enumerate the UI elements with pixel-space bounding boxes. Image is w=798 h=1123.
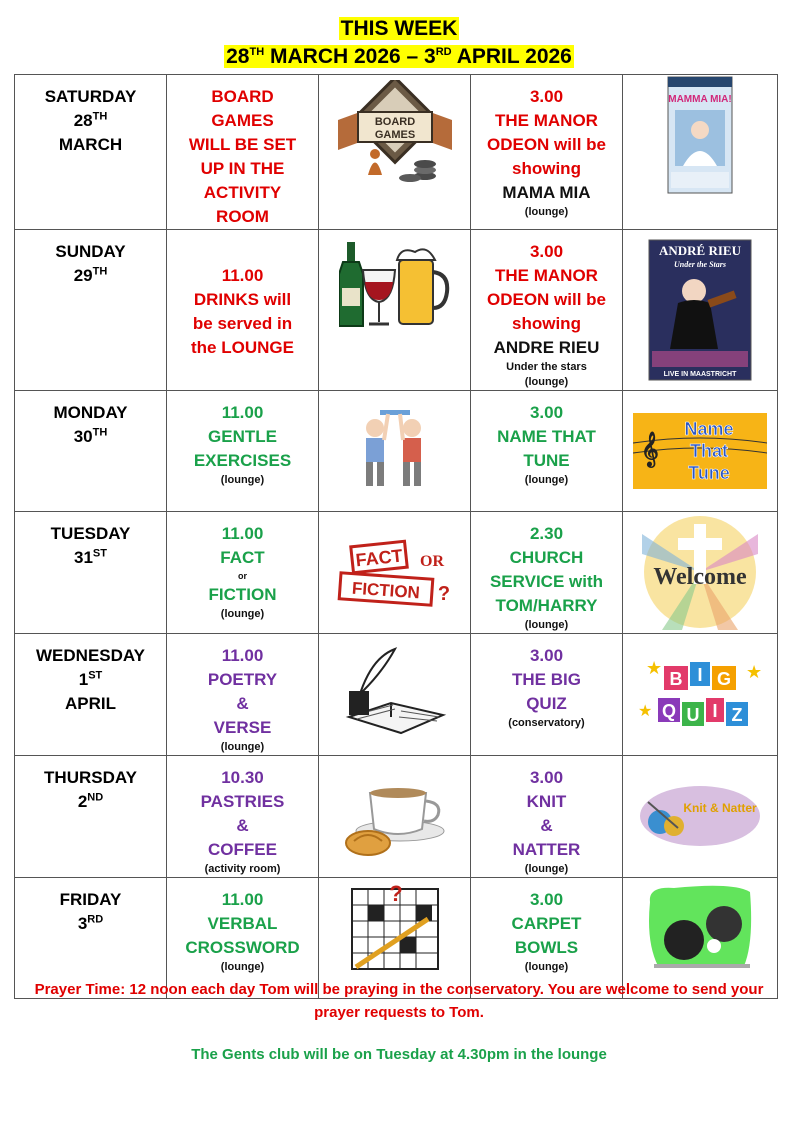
svg-text:GAMES: GAMES [374,129,415,141]
day-label: SATURDAY 28TH MARCH [44,87,137,154]
page-title: THIS WEEK [340,17,458,40]
svg-text:B: B [669,669,683,689]
svg-text:ANDRÉ RIEU: ANDRÉ RIEU [659,243,741,258]
morning-activity: 11.00 GENTLE EXERCISES (lounge) [193,403,292,486]
date-range: 28TH MARCH 2026 – 3RD APRIL 2026 [226,45,572,68]
svg-text:G: G [716,669,732,689]
svg-text:BOARD: BOARD [374,116,415,128]
afternoon-activity: 3.00 NAME THAT TUNE (lounge) [497,403,596,486]
bowls-icon [623,878,777,974]
morning-activity: 10.30 PASTRIES & COFFEE (activity room) [200,768,285,875]
morning-activity: 11.00 FACT or FICTION (lounge) [208,524,277,620]
svg-text:That: That [690,441,728,461]
schedule-table [14,74,778,999]
morning-activity: 11.00 DRINKS will be served in the LOUNGE [191,266,294,357]
svg-text:FACT: FACT [354,545,404,571]
svg-text:Q: Q [661,701,677,721]
table-row [15,756,778,878]
board-games-icon [319,75,470,195]
svg-text:Name: Name [684,419,734,439]
coffee-pastry-icon [319,756,470,876]
andre-rieu-dvd-icon [623,230,777,390]
svg-text:?: ? [388,881,403,906]
day-label: TUESDAY 31ST [50,524,131,567]
gents-club-note: The Gents club will be on Tuesday at 4.30pm in the lounge [191,1046,607,1063]
svg-text:FICTION: FICTION [350,578,420,603]
svg-text:𝄞: 𝄞 [641,432,659,467]
knit-natter-icon [623,756,777,876]
afternoon-activity: 2.30 CHURCH SERVICE with TOM/HARRY (lounge) [489,524,604,631]
svg-text:?: ? [437,583,450,605]
fact-or-fiction-icon [319,512,470,632]
mamma-mia-dvd-icon [623,75,777,195]
table-row [15,230,778,391]
svg-text:I: I [712,701,718,721]
day-label: THURSDAY 2ND [44,768,137,811]
svg-text:OR: OR [419,553,444,570]
table-row [15,512,778,634]
quill-book-icon [319,634,470,754]
afternoon-activity: 3.00 THE BIG QUIZ (conservatory) [508,646,585,729]
morning-activity: BOARD GAMES WILL BE SET UP IN THE ACTIVITY ROOM [188,87,297,226]
morning-activity: 11.00 VERBAL CROSSWORD (lounge) [185,890,300,973]
prayer-note: Prayer Time: 12 noon each day Tom will be praying in the conservatory. You are welcome to send your prayer requests to Tom. [34,981,764,1021]
drinks-icon [319,230,470,390]
crossword-icon [319,878,470,974]
morning-activity: 11.00 POETRY & VERSE (lounge) [207,646,278,753]
table-row [15,634,778,756]
svg-text:★: ★ [638,701,653,720]
svg-text:I: I [697,665,703,685]
exercise-icon [319,391,470,511]
svg-text:★: ★ [746,662,763,683]
day-label: SUNDAY 29TH [55,242,126,285]
afternoon-activity: 3.00 THE MANOR ODEON will be showing MAMA MIA (lounge) [486,87,607,218]
svg-text:MAMMA MIA!: MAMMA MIA! [668,94,732,105]
day-label: WEDNESDAY 1ST APRIL [36,646,145,713]
day-label: MONDAY 30TH [53,403,128,446]
svg-text:Welcome: Welcome [653,564,747,590]
svg-text:U: U [686,705,700,725]
table-row [15,75,778,230]
svg-text:Tune: Tune [688,463,730,483]
table-row [15,391,778,512]
welcome-cross-icon [623,512,777,632]
big-quiz-icon [623,634,777,754]
svg-text:Knit & Natter: Knit & Natter [683,801,757,815]
name-that-tune-icon [623,391,777,511]
svg-text:LIVE IN MAASTRICHT: LIVE IN MAASTRICHT [663,371,737,378]
afternoon-activity: 3.00 CARPET BOWLS (lounge) [511,890,582,973]
day-label: FRIDAY 3RD [59,890,122,933]
afternoon-activity: 3.00 THE MANOR ODEON will be showing ANDRE RIEU Under the stars (lounge) [486,242,607,388]
svg-text:Z: Z [731,705,743,725]
afternoon-activity: 3.00 KNIT & NATTER (lounge) [512,768,581,875]
svg-text:Under the Stars: Under the Stars [673,260,727,269]
svg-text:★: ★ [646,658,663,679]
